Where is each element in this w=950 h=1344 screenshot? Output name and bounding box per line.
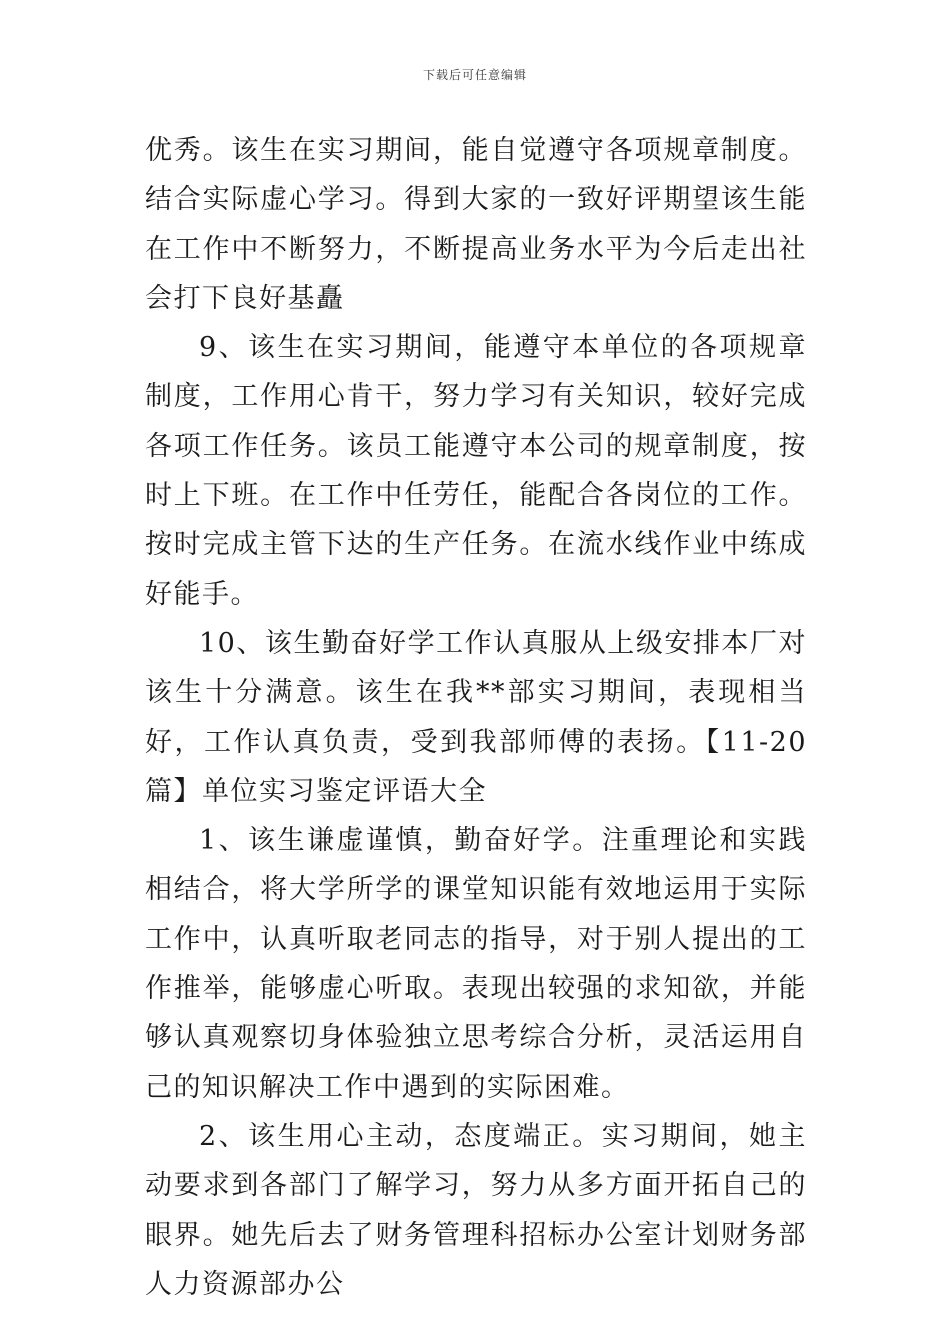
document-body — [145, 126, 807, 1309]
paragraph-1: 优秀。该生在实习期间，能自觉遵守各项规章制度。结合实际虚心学习。得到大家的一致好评期望该生能在工作中不断努力，不断提高业务水平为今后走出社会打下良好基矗 — [145, 135, 807, 314]
paragraph-3: 10、该生勤奋好学工作认真服从上级安排本厂对该生十分满意。该生在我**部实习期间，表现相当好，工作认真负责，受到我部师傅的表扬。【11-20篇】单位实习鉴定评语大全 — [145, 627, 807, 807]
paragraph-2: 9、该生在实习期间，能遵守本单位的各项规章制度，工作用心肯干，努力学习有关知识，较好完成各项工作任务。该员工能遵守本公司的规章制度，按时上下班。在工作中任劳任，能配合各岗位的工作。按时完成主管下达的生产任务。在流水线作业中练成好能手。 — [145, 332, 807, 610]
paragraph-5: 2、该生用心主动，态度端正。实习期间，她主动要求到各部门了解学习，努力从多方面开拓自己的眼界。她先后去了财务管理科招标办公室计划财务部人力资源部办公 — [145, 1120, 807, 1300]
paragraph-4: 1、该生谦虚谨慎，勤奋好学。注重理论和实践相结合，将大学所学的课堂知识能有效地运用于实际工作中，认真听取老同志的指导，对于别人提出的工作推举，能够虚心听取。表现出较强的求知欲，并能够认真观察切身体验独立思考综合分析，灵活运用自己的知识解决工作中遇到的实际困难。 — [145, 825, 807, 1103]
header-note: 下载后可任意编辑 — [422, 68, 527, 82]
